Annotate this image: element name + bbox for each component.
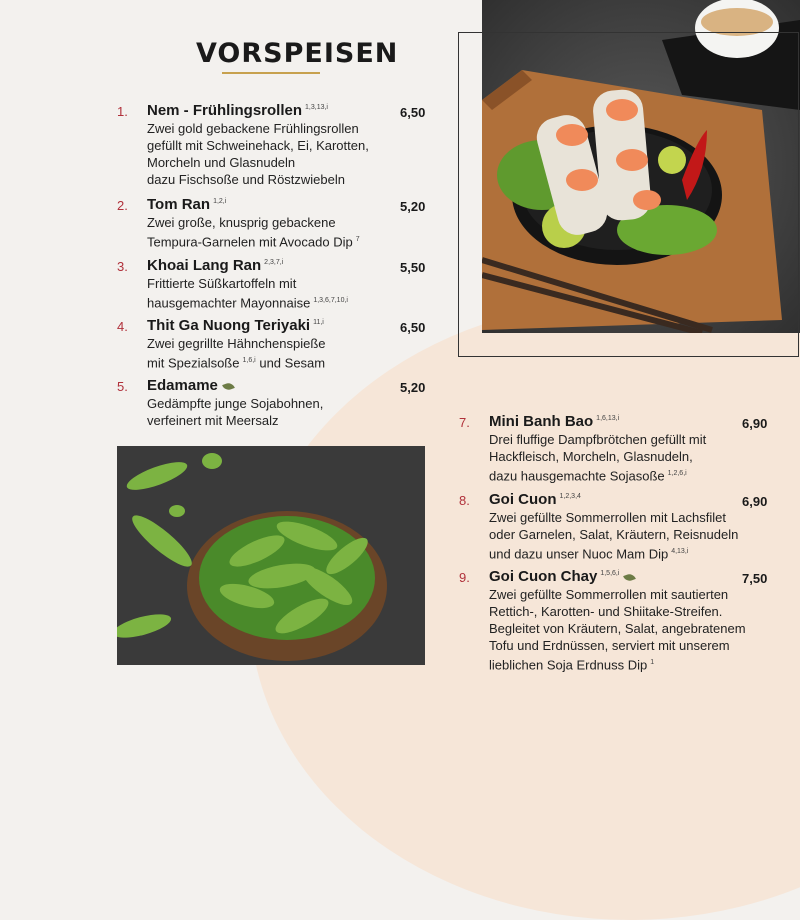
item-description: Zwei große, knusprig gebackene Tempura-Garnelen mit Avocado Dip $^7$ xyxy=(147,215,360,250)
item-price: 6,90 xyxy=(742,416,768,431)
item-description: Zwei gegrillte Hähnchenspieße mit Spezialsoße $^{1,6,i}$ und Sesam xyxy=(147,336,326,371)
allergen-codes: 2,3,7,i xyxy=(264,259,284,266)
menu-item xyxy=(459,491,769,563)
item-description: Zwei gefüllte Sommerrollen mit Lachsfilet oder Garnelen, Salat, Kräutern, Reisnudeln und dazu unser Nuoc Mam Dip $^{4,13,i}$ xyxy=(489,510,739,562)
item-name: Nem - Frühlingsrollen $^{1,3,13,i}$ xyxy=(147,102,328,119)
item-price: 5,20 xyxy=(400,199,426,214)
item-name: Khoai Lang Ran $^{2,3,7,i}$ xyxy=(147,257,284,274)
title-underline xyxy=(222,72,320,74)
allergen-codes: 1,6,13,i xyxy=(596,415,620,422)
item-price: 7,50 xyxy=(742,571,768,586)
item-description: Gedämpfte junge Sojabohnen, verfeinert mit Meersalz xyxy=(147,396,324,428)
item-name: Goi Cuon $^{1,2,3,4}$ xyxy=(489,491,581,508)
item-number: 1. xyxy=(117,104,128,119)
menu-item xyxy=(459,413,769,485)
photo-frame xyxy=(458,32,799,357)
item-description: Zwei gold gebackene Frühlingsrollen gefüllt mit Schweinehack, Ei, Karotten, Morcheln und Glasnudeln dazu Fischsoße und Röstzwiebeln xyxy=(147,121,369,187)
item-name: Mini Banh Bao $^{1,6,13,i}$ xyxy=(489,413,620,430)
allergen-codes: 1,5,6,i xyxy=(600,570,620,577)
item-number: 7. xyxy=(459,415,470,430)
menu-item xyxy=(117,196,425,250)
item-price: 5,20 xyxy=(400,380,426,395)
item-name: Thit Ga Nuong Teriyaki $^{11,i}$ xyxy=(147,317,324,334)
item-number: 9. xyxy=(459,570,470,585)
menu-item xyxy=(459,568,769,674)
item-price: 6,90 xyxy=(742,494,768,509)
item-number: 2. xyxy=(117,198,128,213)
menu-item xyxy=(117,102,425,192)
vegetarian-leaf-icon xyxy=(624,572,637,582)
allergen-codes: 1,2,i xyxy=(213,198,227,205)
vegetarian-leaf-icon xyxy=(222,381,235,391)
item-name: Edamame xyxy=(147,377,234,394)
item-description: Drei fluffige Dampfbrötchen gefüllt mit Hackfleisch, Morcheln, Glasnudeln, dazu hausgemachte Sojasoße $^{1,2,6,i}$ xyxy=(489,432,707,484)
item-number: 8. xyxy=(459,493,470,508)
section-title: VORSPEISEN xyxy=(196,38,399,69)
menu-item xyxy=(117,377,425,431)
item-price: 5,50 xyxy=(400,260,426,275)
item-number: 5. xyxy=(117,379,128,394)
item-number: 4. xyxy=(117,319,128,334)
menu-item xyxy=(117,257,425,311)
item-name: Tom Ran $^{1,2,i}$ xyxy=(147,196,227,213)
allergen-codes: 1,2,3,4 xyxy=(559,493,581,500)
item-price: 6,50 xyxy=(400,320,426,335)
item-name: Goi Cuon Chay $^{1,5,6,i}$ xyxy=(489,568,635,585)
menu-item xyxy=(117,317,425,371)
item-number: 3. xyxy=(117,259,128,274)
allergen-codes: 1,3,13,i xyxy=(305,104,328,111)
item-price: 6,50 xyxy=(400,105,426,120)
item-description: Zwei gefüllte Sommerrollen mit sautierten Rettich-, Karotten- und Shiitake-Streifen. Begleitet von Kräutern, Salat, angebratenem Tofu und Erdnüssen, serviert mit unserem lieblichen Soja Erdnuss Dip $^1$ xyxy=(489,587,746,673)
edamame-photo xyxy=(117,446,425,665)
allergen-codes: 11,i xyxy=(313,319,324,326)
item-description: Frittierte Süßkartoffeln mit hausgemachter Mayonnaise $^{1,3,6,7,10,i}$ xyxy=(147,276,348,311)
